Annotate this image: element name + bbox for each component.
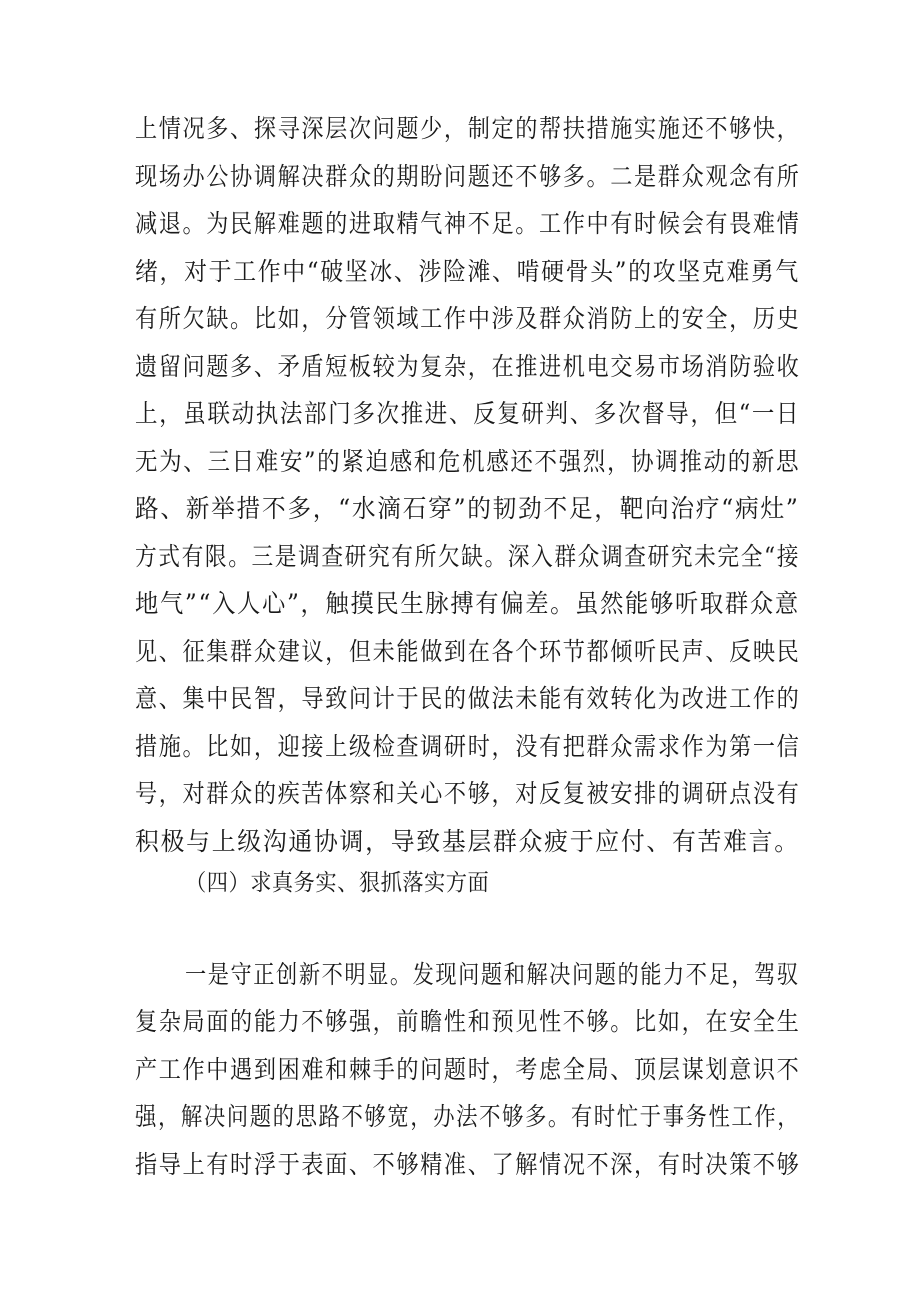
paragraph-1-line-16: 积极与上级沟通协调，导致基层群众疲于应付、有苦难言。 <box>135 827 800 856</box>
paragraph-1-line-10: 方式有限。三是调查研究有所欠缺。深入群众调查研究未完全“接 <box>135 542 801 571</box>
paragraph-2-line-2: 复杂局面的能力不够强，前瞻性和预见性不够。比如，在安全生 <box>135 1007 801 1036</box>
paragraph-1-line-2: 现场办公协调解决群众的期盼问题还不够多。二是群众观念有所 <box>135 162 801 191</box>
paragraph-2-line-1: 一是守正创新不明显。发现问题和解决问题的能力不足，驾驭 <box>185 960 800 989</box>
paragraph-1-line-3: 减退。为民解难题的进取精气神不足。工作中有时候会有畏难情 <box>135 209 801 238</box>
paragraph-1-line-5: 有所欠缺。比如，分管领域工作中涉及群众消防上的安全，历史 <box>135 304 801 333</box>
paragraph-1-line-14: 措施。比如，迎接上级检查调研时，没有把群众需求作为第一信 <box>135 732 801 761</box>
paragraph-1-line-6: 遗留问题多、矛盾短板较为复杂，在推进机电交易市场消防验收 <box>135 352 801 381</box>
paragraph-1-line-1: 上情况多、探寻深层次问题少，制定的帮扶措施实施还不够快， <box>135 114 801 143</box>
paragraph-1-line-13: 意、集中民智，导致问计于民的做法未能有效转化为改进工作的 <box>135 684 801 713</box>
paragraph-1-line-12: 见、征集群众建议，但未能做到在各个环节都倾听民声、反映民 <box>135 637 801 666</box>
paragraph-2-line-3: 产工作中遇到困难和棘手的问题时，考虑全局、顶层谋划意识不 <box>135 1055 801 1084</box>
paragraph-1-line-4: 绪，对于工作中“破坚冰、涉险滩、啃硬骨头”的攻坚克难勇气 <box>135 257 800 286</box>
paragraph-1-line-15: 号，对群众的疾苦体察和关心不够，对反复被安排的调研点没有 <box>135 779 801 808</box>
section-heading: （四）求真务实、狠抓落实方面 <box>185 870 490 896</box>
paragraph-1-line-11: 地气”“入人心”，触摸民生脉搏有偏差。虽然能够听取群众意 <box>135 589 800 618</box>
paragraph-1-line-9: 路、新举措不多，“水滴石穿”的韧劲不足，靶向治疗“病灶” <box>135 494 800 523</box>
paragraph-2-line-5: 指导上有时浮于表面、不够精准、了解情况不深，有时决策不够 <box>135 1150 801 1179</box>
paragraph-1-line-8: 无为、三日难安”的紧迫感和危机感还不强烈，协调推动的新思 <box>135 447 801 476</box>
paragraph-1-line-7: 上，虽联动执法部门多次推进、反复研判、多次督导，但“一日 <box>135 399 801 428</box>
paragraph-2-line-4: 强，解决问题的思路不够宽，办法不够多。有时忙于事务性工作， <box>135 1102 801 1131</box>
